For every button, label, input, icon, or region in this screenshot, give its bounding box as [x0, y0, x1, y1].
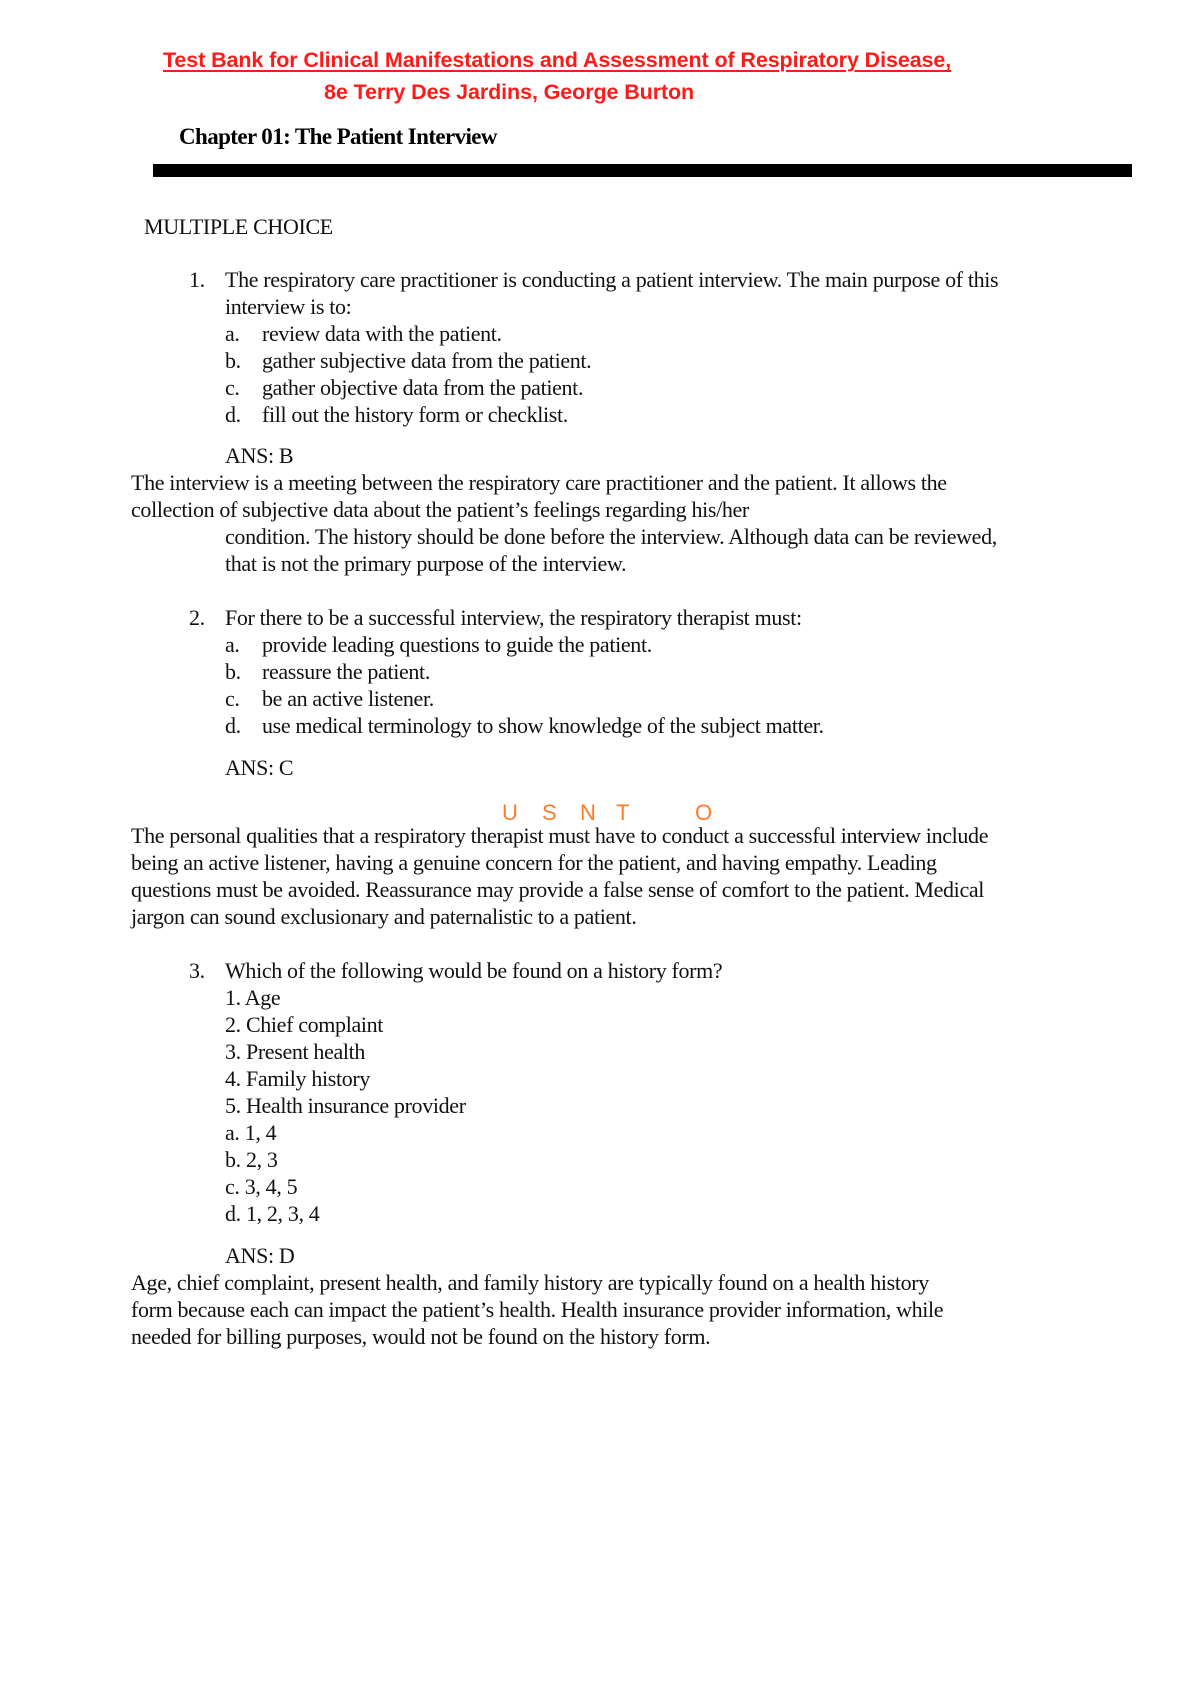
watermark-letter: O — [695, 800, 713, 825]
option-letter: b. — [225, 348, 241, 373]
rationale-line: that is not the primary purpose of the interview. — [225, 551, 627, 576]
rationale-line: form because each can impact the patient’s health. Health insurance provider information, while — [131, 1297, 944, 1322]
rationale-line: The personal qualities that a respiratory therapist must have to conduct a successful interview include — [131, 823, 989, 848]
option-text: fill out the history form or checklist. — [262, 402, 568, 427]
rationale-line: needed for billing purposes, would not be found on the history form. — [131, 1324, 711, 1349]
option-letter: a. — [225, 321, 240, 346]
option-letter: d. — [225, 402, 241, 427]
question-stem-line: Which of the following would be found on a history form? — [225, 958, 723, 983]
option-letter: b. — [225, 659, 241, 684]
option-text: use medical terminology to show knowledge of the subject matter. — [262, 713, 824, 738]
option-text: reassure the patient. — [262, 659, 430, 684]
option-text: gather subjective data from the patient. — [262, 348, 592, 373]
rationale-line: being an active listener, having a genuine concern for the patient, and having empathy. Leading — [131, 850, 937, 875]
option-text: be an active listener. — [262, 686, 434, 711]
rationale-line: condition. The history should be done before the interview. Although data can be reviewed, — [225, 524, 997, 549]
option-text: d. 1, 2, 3, 4 — [225, 1201, 320, 1226]
rationale-line: questions must be avoided. Reassurance may provide a false sense of comfort to the patient. Medical — [131, 877, 985, 902]
option-letter: c. — [225, 375, 240, 400]
answer-key: ANS: B — [225, 443, 294, 468]
option-text: gather objective data from the patient. — [262, 375, 584, 400]
option-text: b. 2, 3 — [225, 1147, 278, 1172]
answer-key: ANS: D — [225, 1243, 295, 1268]
option-text: review data with the patient. — [262, 321, 502, 346]
question-number: 3. — [189, 958, 205, 983]
history-item: 3. Present health — [225, 1039, 366, 1064]
header-divider — [153, 164, 1132, 177]
history-item: 5. Health insurance provider — [225, 1093, 466, 1118]
history-item: 2. Chief complaint — [225, 1012, 384, 1037]
option-letter: d. — [225, 713, 241, 738]
question-stem-line: The respiratory care practitioner is conducting a patient interview. The main purpose of this — [225, 267, 999, 292]
question-stem-line: interview is to: — [225, 294, 352, 319]
option-letter: a. — [225, 632, 240, 657]
option-text: a. 1, 4 — [225, 1120, 277, 1145]
history-item: 1. Age — [225, 985, 281, 1010]
chapter-title: Chapter 01: The Patient Interview — [179, 124, 497, 149]
history-item: 4. Family history — [225, 1066, 370, 1091]
rationale-line: Age, chief complaint, present health, and family history are typically found on a health history — [131, 1270, 929, 1295]
rationale-line: The interview is a meeting between the respiratory care practitioner and the patient. It allows the — [131, 470, 947, 495]
watermark-letter: N — [580, 800, 596, 825]
answer-key: ANS: C — [225, 755, 294, 780]
rationale-line: jargon can sound exclusionary and paternalistic to a patient. — [131, 904, 637, 929]
section-heading: MULTIPLE CHOICE — [144, 214, 333, 239]
option-text: c. 3, 4, 5 — [225, 1174, 298, 1199]
watermark-letter: T — [616, 800, 630, 825]
document-title-line-2: 8e Terry Des Jardins, George Burton — [324, 80, 695, 104]
option-text: provide leading questions to guide the patient. — [262, 632, 652, 657]
question-number: 2. — [189, 605, 205, 630]
watermark-letter: S — [542, 800, 557, 825]
question-number: 1. — [189, 267, 205, 292]
document-title-line-1: Test Bank for Clinical Manifestations and Assessment of Respiratory Disease, — [163, 48, 952, 72]
rationale-line: collection of subjective data about the patient’s feelings regarding his/her — [131, 497, 749, 522]
watermark-letter: U — [502, 800, 518, 825]
question-stem-line: For there to be a successful interview, the respiratory therapist must: — [225, 605, 802, 630]
option-letter: c. — [225, 686, 240, 711]
